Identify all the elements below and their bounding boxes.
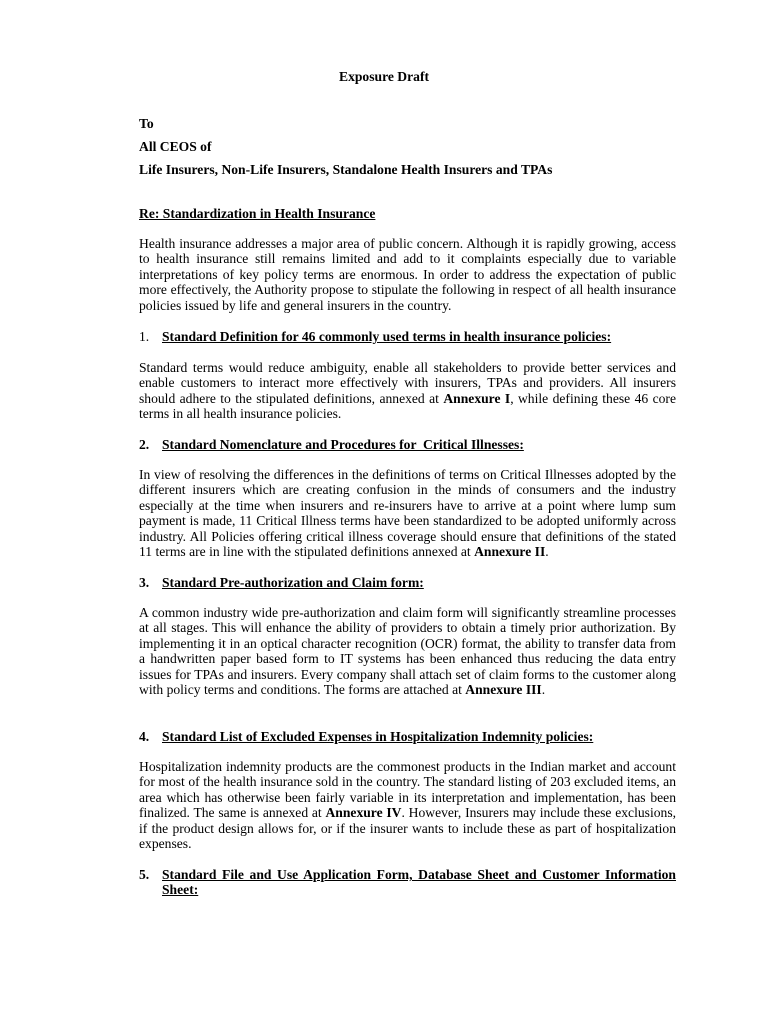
body-text: . However, Insurers may include these exclusions, if the product design allows for, or if the insurer wants to include these as part of hospitalization expenses. [139, 805, 677, 852]
document-title: Exposure Draft [339, 69, 429, 84]
body-text: . [545, 544, 549, 560]
section-3-body [139, 605, 676, 697]
section-5-heading [139, 867, 676, 898]
section-title: Standard Nomenclature and Procedures for Critical Illnesses: [162, 437, 524, 452]
section-2-body [139, 467, 676, 559]
section-number: 4. [139, 729, 150, 744]
section-2-heading [139, 437, 676, 452]
section-number: 1. [139, 329, 150, 344]
section-title: Standard List of Excluded Expenses in Hospitalization Indemnity policies: [162, 729, 594, 744]
body-text: Hospitalization indemnity products are the commonest products in the Indian market and account for most of the health insurance sold in the country. The standard listing of 203 excluded items, an area which has otherwise been fairly variable in its interpretation and implementation, has been finalized. The same is annexed at [139, 759, 676, 821]
section-number: 5. [139, 867, 150, 882]
annexure-ref: Annexure IV [325, 805, 402, 821]
intro-paragraph: Health insurance addresses a major area of public concern. Although it is rapidly growing, access to health insurance still remains limited and add to it complaints especially due to variable interpretations of key policy terms are enormous. In order to address the expectation of public more effectively, the Authority propose to stipulate the following in respect of all health insurance policies issued by life and general insurers in the country. [139, 236, 676, 313]
subject-line: Re: Standardization in Health Insurance [139, 206, 376, 221]
body-text: Standard terms would reduce ambiguity, enable all stakeholders to provide better services and enable customers to interact more effectively with insurers, TPAs and providers. All insurers should adhere to the stipulated definitions, annexed at [139, 360, 676, 406]
section-number: 3. [139, 575, 150, 590]
body-text: A common industry wide pre-authorization and claim form will significantly streamline processes at all stages. This will enhance the ability of providers to obtain a timely prior authorization. By implementing it in an optical character recognition (OCR) format, the ability to transfer data from a handwritten paper based form to IT systems has been enhanced thus reducing the data entry issues for TPAs and insurers. Every company shall attach set of claim forms to the customer along with policy terms and conditions. The forms are attached at [139, 605, 676, 698]
section-number: 2. [139, 437, 150, 452]
section-title: Standard Definition for 46 commonly used terms in health insurance policies: [162, 329, 612, 344]
section-3-heading [139, 575, 676, 590]
section-4-heading [139, 729, 676, 744]
section-4-body [139, 759, 676, 851]
section-1-heading [139, 329, 676, 344]
section-title: Standard Pre-authorization and Claim form: [162, 575, 424, 590]
annexure-ref: Annexure III [465, 682, 542, 698]
annexure-ref: Annexure I [443, 390, 511, 406]
address-to: To [139, 116, 154, 131]
body-text: . [541, 682, 546, 698]
body-text: In view of resolving the differences in the definitions of terms on Critical Illnesses adopted by the different insurers which are creating confusion in the minds of consumers and the industry especially at the time when insurers and re-insurers have to arrive at a point where lump sum payment is made, 11 Critical Illness terms have been standardized to be adopted uniformly across industry. All Policies offering critical illness coverage should ensure that definitions of the stated 11 terms are in line with the stipulated definitions annexed at [139, 467, 676, 560]
section-1-body [139, 360, 676, 422]
section-title: Standard File and Use Application Form, Database Sheet and Customer Information Sheet: [162, 867, 676, 898]
body-text: , while defining these 46 core terms in all health insurance policies. [139, 390, 676, 422]
annexure-ref: Annexure II [474, 544, 546, 560]
address-line-2: Life Insurers, Non-Life Insurers, Standalone Health Insurers and TPAs [139, 162, 553, 177]
address-line-1: All CEOS of [139, 139, 212, 154]
